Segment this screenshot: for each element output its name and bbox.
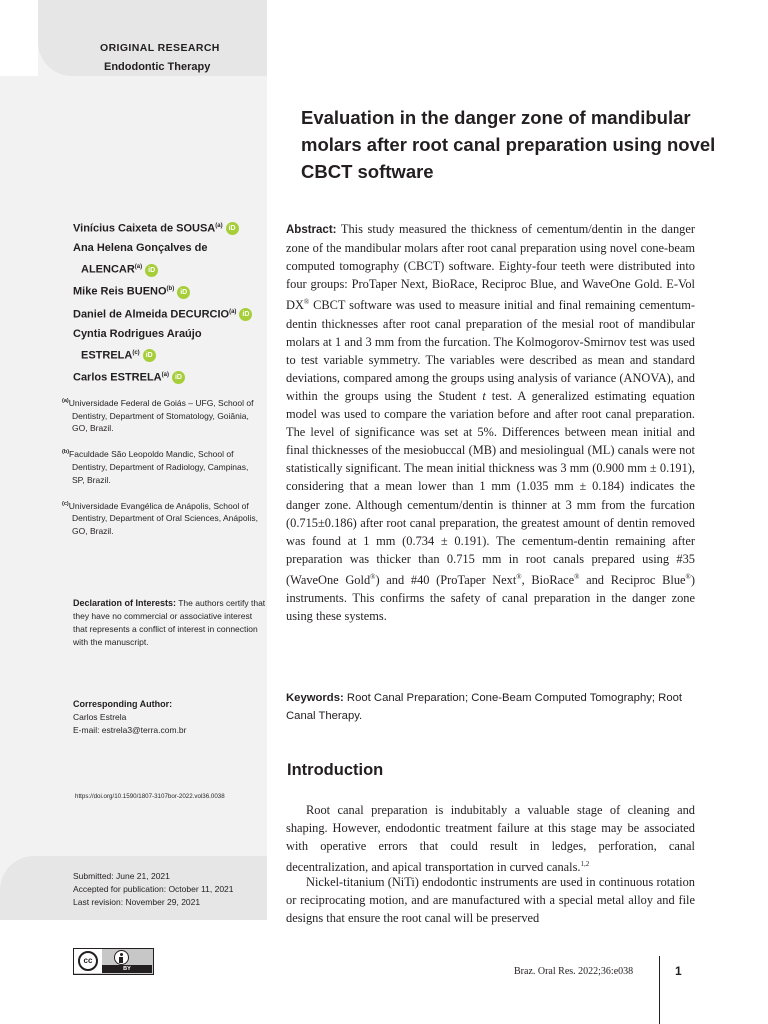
revision-date: Last revision: November 29, 2021 [73, 897, 201, 907]
affiliation-mark: (b) [62, 449, 70, 456]
affiliation-mark: (b) [166, 286, 175, 293]
affiliation-text: Faculdade São Leopoldo Mandic, School of Dentistry, Department of Radiology, Campinas, SP, Brazil. [69, 449, 249, 485]
orcid-icon[interactable]: iD [226, 222, 239, 235]
affiliation-text: Universidade Federal de Goiás – UFG, School of Dentistry, Department of Stomatology, Goiânia, GO, Brazil. [68, 397, 254, 434]
cc-icon [74, 949, 102, 973]
registered-mark: ® [370, 572, 376, 581]
paragraph-text: Root canal preparation is indubitably a valuable stage of cleaning and shaping. However, endodontic treatment failure at this stage may be associated with operative errors that could result in ledges, perforation, canal decentralization, and apical transportation in curved canals. [286, 803, 695, 875]
affiliation-text: Universidade Evangélica de Anápolis, School of Dentistry, Department of Oral Sciences, Anápolis, GO, Brazil. [68, 500, 258, 537]
abstract-text: This study measured the thickness of cementum/dentin in the danger zone of the mandibular molars after root canal preparation using novel cone-beam computed tomography (CBCT) software. Eighty-four teeth were distributed into four groups: ProTaper Next, BioRace, Reciproc Blue, and WaveOne Gold. E-Vol DX [286, 222, 695, 313]
affiliation-mark: (c) [132, 349, 140, 356]
abstract-text: and Reciproc Blue [579, 573, 686, 588]
doi-link[interactable]: https://doi.org/10.1590/1807-3107bor-2022.vol36.0038 [75, 793, 225, 800]
corresponding-name: Carlos Estrela [73, 712, 127, 722]
affiliation-list [62, 395, 262, 549]
affiliation-mark: (a) [134, 264, 143, 271]
cc-by-license-badge[interactable] [73, 948, 154, 975]
submitted-date: Submitted: June 21, 2021 [73, 871, 170, 881]
accepted-date: Accepted for publication: October 11, 2021 [73, 884, 234, 894]
footer-divider [659, 956, 660, 1024]
abstract-text: ) instruments. This confirms the safety of canal preparation in the danger zone using these systems. [286, 573, 695, 624]
author-name: Carlos ESTRELA [73, 371, 162, 384]
author-name: Ana Helena Gonçalves de [73, 242, 208, 255]
publication-dates [73, 870, 234, 909]
orcid-icon[interactable]: iD [143, 349, 156, 362]
declaration-text: The authors certify that they have no commercial or associative interest that represents a conflict of interest in connection with the manuscript. [73, 598, 266, 647]
keywords-label: Keywords: [286, 692, 344, 704]
affiliation-item [62, 498, 262, 538]
attribution-person-icon [114, 950, 129, 965]
affiliation-mark: (c) [62, 500, 69, 507]
declaration-label: Declaration of Interests: [73, 598, 177, 608]
affiliation-mark: (a) [161, 372, 169, 379]
keywords-text: Root Canal Preparation; Cone-Beam Computed Tomography; Root Canal Therapy. [286, 692, 683, 722]
article-title: Evaluation in the danger zone of mandibular molars after root canal preparation using novel CBCT software [301, 107, 716, 182]
keywords [286, 689, 695, 725]
affiliation-mark: (a) [62, 398, 69, 404]
cc-circle: cc [78, 951, 98, 971]
corresponding-label: Corresponding Author: [73, 699, 173, 709]
page-number: 1 [675, 964, 682, 978]
author-name: Daniel de Almeida DECURCIO [73, 308, 230, 321]
registered-mark: ® [516, 572, 522, 581]
orcid-icon[interactable]: iD [177, 286, 190, 299]
orcid-icon[interactable]: iD [145, 264, 158, 277]
article-type-label: ORIGINAL RESEARCH [100, 42, 220, 54]
declaration-of-interests [73, 597, 268, 649]
citation-ref[interactable]: 1,2 [580, 860, 590, 869]
person-body [119, 957, 123, 963]
orcid-icon[interactable]: iD [239, 308, 252, 321]
body-paragraph: Nickel-titanium (NiTi) endodontic instruments are used in continuous rotation or reciprocating motion, and are manufactured with a special metal alloy and file designs that ensure the root canal will be preserved [286, 875, 695, 926]
abstract-text: , BioRace [521, 573, 575, 588]
journal-reference: Braz. Oral Res. 2022;36:e038 [514, 966, 634, 977]
author-item [73, 367, 265, 386]
registered-mark: ® [685, 572, 691, 581]
author-surname: ESTRELA [81, 349, 133, 362]
affiliation-item [62, 395, 262, 435]
corresponding-email[interactable]: E-mail: estrela3@terra.com.br [73, 725, 187, 735]
author-surname: ALENCAR [81, 264, 135, 277]
by-label: BY [102, 965, 152, 973]
abstract [286, 220, 695, 625]
author-item-continued [73, 345, 265, 364]
author-item [73, 218, 265, 237]
body-paragraph [286, 801, 695, 877]
affiliation-mark: (a) [229, 308, 237, 315]
header-corner [0, 0, 38, 76]
author-item [73, 304, 265, 323]
person-head [120, 953, 123, 956]
registered-mark: ® [303, 298, 310, 307]
affiliation-mark: (a) [215, 223, 223, 229]
author-item [73, 281, 265, 300]
author-item-continued [73, 259, 265, 278]
introduction-heading: Introduction [287, 761, 384, 779]
author-item [73, 326, 265, 342]
abstract-italic: t [482, 388, 486, 403]
corresponding-author [73, 698, 268, 737]
author-name: Vinícius Caixeta de SOUSA [73, 222, 216, 235]
affiliation-item [62, 446, 262, 486]
abstract-text: ) and #40 (ProTaper Next [375, 573, 517, 588]
registered-mark: ® [574, 572, 580, 581]
author-list [73, 218, 265, 389]
orcid-icon[interactable]: iD [172, 371, 185, 384]
author-item [73, 240, 265, 256]
author-name: Cyntia Rodrigues Araújo [73, 327, 202, 340]
abstract-text: test. A generalized estimating equation model was used to compare the variation before and after root canal preparation. The level of significance was set at 5%. Differences between mean initial and final thicknesses of the mesiobuccal (MB) and mesiolingual (ML) canals were not statistically significant. The mean initial thickness was 3 mm (0.900 mm ± 0.191), considering that a mean lower than 1 mm (1.035 mm ± 0.184) indicates the danger zone. Although cementum/dentin is thinner at 3 mm from the furcation (0.715±0.186) after root canal preparation, the greatest amount of dentin removed was found at 1 mm (0.734 ± 0.191). The cementum-dentin remaining after preparation was thicker than 0.715 mm in root canals prepared using #35 (WaveOne Gold [286, 388, 695, 588]
article-subsection-label: Endodontic Therapy [104, 61, 211, 73]
author-name: Mike Reis BUENO [73, 286, 167, 299]
abstract-text: CBCT software was used to measure initial and final remaining cementum-dentin thicknesses after root canal preparation of the mesial root of mandibular molars at 1 and 3 mm from the furcation. The Kolmogorov-Smirnov test was used to test variable symmetry. The variables were described as mean and standard deviations, compared among the groups using analysis of variance (ANOVA), and within the groups using the Student [286, 298, 695, 403]
abstract-label: Abstract: [286, 224, 337, 236]
